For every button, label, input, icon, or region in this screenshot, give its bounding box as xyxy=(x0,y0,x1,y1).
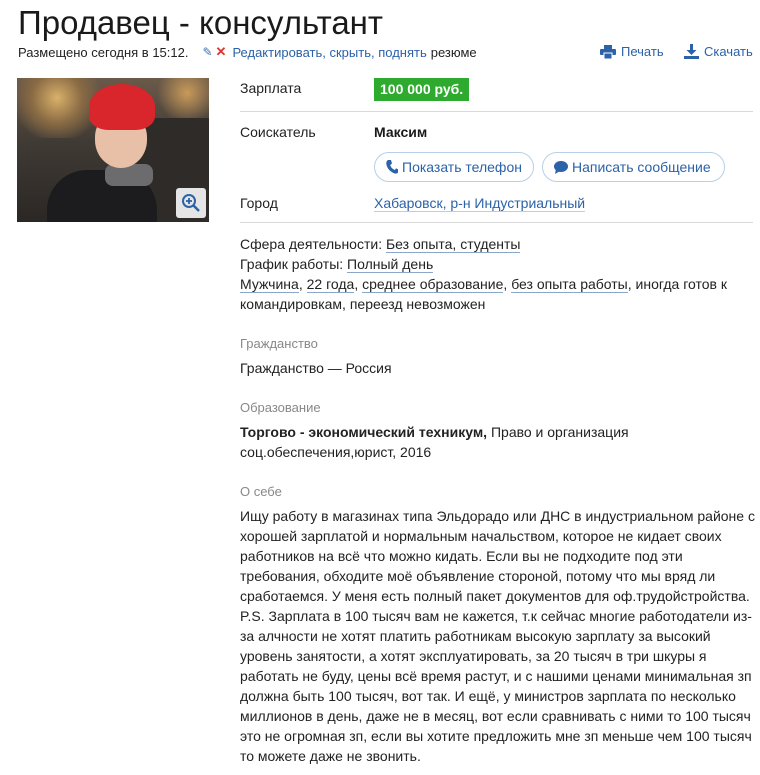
posting-meta: Размещено сегодня в 15:12. ✎ ✕ Редактировать , скрыть , поднять резюме xyxy=(18,44,477,60)
write-message-label: Написать сообщение xyxy=(572,159,711,175)
city-label: Город xyxy=(240,195,278,211)
page-title: Продавец - консультант xyxy=(18,4,384,41)
resume-word: резюме xyxy=(430,44,477,60)
show-phone-button[interactable] xyxy=(374,152,534,182)
citizenship-title: Гражданство xyxy=(240,336,318,351)
seeker-name: Максим xyxy=(374,124,428,140)
write-message-button[interactable] xyxy=(542,152,725,182)
download-button[interactable] xyxy=(684,44,753,59)
education-institution: Торгово - экономический техникум, xyxy=(240,424,488,440)
about-text: Ищу работу в магазинах типа Эльдорадо или ДНС в индустриальном районе с хорошей зарплатой и нормальным начальством, которое не кидает своих работников на всё что можно кидать. Если вы не подходите под эти требования, обходите моё объявление стороной, потому что мы вряд ли сработаемся. У меня есть полный пакет документов для оф.трудойстройства. P.S. Зарплата в 100 тысяч вам не кажется, т.к сейчас многие работодатели из-за алчности не хотят платить работникам высокую зарплату за высокий уровень занятости, а хотят эксплуатировать, за 20 тысяч в три шкуры я работать не буду, цены всё время растут, и с нашими ценами минимальная зп должна быть 100 тысяч, вот так. И ещё, у министров зарплата по несколько миллионов в день, даже не в месяц, вот если сравнивать с ними то 100 тысяч это не огромная зп, если вы хотите предложить мне зп меньше чем 100 тысяч то можете даже не звонить. xyxy=(240,508,755,764)
download-icon xyxy=(684,44,699,59)
education-level-link[interactable]: среднее образование xyxy=(362,276,504,292)
posted-time: Размещено сегодня в 15:12. xyxy=(18,44,189,60)
travel-info: иногда готов к командировкам, переезд невозможен xyxy=(240,276,727,312)
city-link[interactable]: Хабаровск, р-н Индустриальный xyxy=(374,195,586,211)
education-value xyxy=(240,422,660,462)
chat-icon xyxy=(554,161,568,174)
about-title: О себе xyxy=(240,484,282,499)
show-phone-label: Показать телефон xyxy=(402,159,522,175)
salary-badge: 100 000 руб. xyxy=(374,78,469,101)
seeker-label: Соискатель xyxy=(240,124,316,140)
hide-link[interactable]: скрыть xyxy=(329,44,371,60)
print-label: Печать xyxy=(621,44,664,59)
divider xyxy=(240,111,753,112)
education-specialty: Право и организация соц.обеспечения,юрист, 2016 xyxy=(240,424,629,460)
close-icon[interactable]: ✕ xyxy=(215,44,227,59)
personal-info: Мужчина, 22 года, среднее образование, без опыта работы, иногда готов к командировкам, переезд невозможен xyxy=(240,276,727,312)
age-link[interactable]: 22 года xyxy=(306,276,355,292)
zoom-in-icon[interactable] xyxy=(176,188,206,218)
phone-icon xyxy=(386,160,398,174)
download-label: Скачать xyxy=(704,44,753,59)
citizenship-value: Гражданство — Россия xyxy=(240,360,392,376)
experience-link[interactable]: без опыта работы xyxy=(511,276,628,292)
salary-label: Зарплата xyxy=(240,80,302,96)
raise-link[interactable]: поднять xyxy=(378,44,427,60)
schedule-link[interactable]: Полный день xyxy=(347,256,434,272)
divider xyxy=(240,222,753,223)
education-title: Образование xyxy=(240,400,321,415)
print-button[interactable] xyxy=(600,44,664,59)
pencil-icon[interactable]: ✎ xyxy=(202,45,213,59)
field-link[interactable]: Без опыта, студенты xyxy=(385,236,521,252)
work-schedule: График работы: Полный день xyxy=(240,256,434,272)
edit-link[interactable]: Редактировать xyxy=(232,44,323,60)
field-of-activity: Сфера деятельности: Без опыта, студенты xyxy=(240,236,521,252)
gender-link[interactable]: Мужчина xyxy=(240,276,299,292)
printer-icon xyxy=(600,45,616,59)
